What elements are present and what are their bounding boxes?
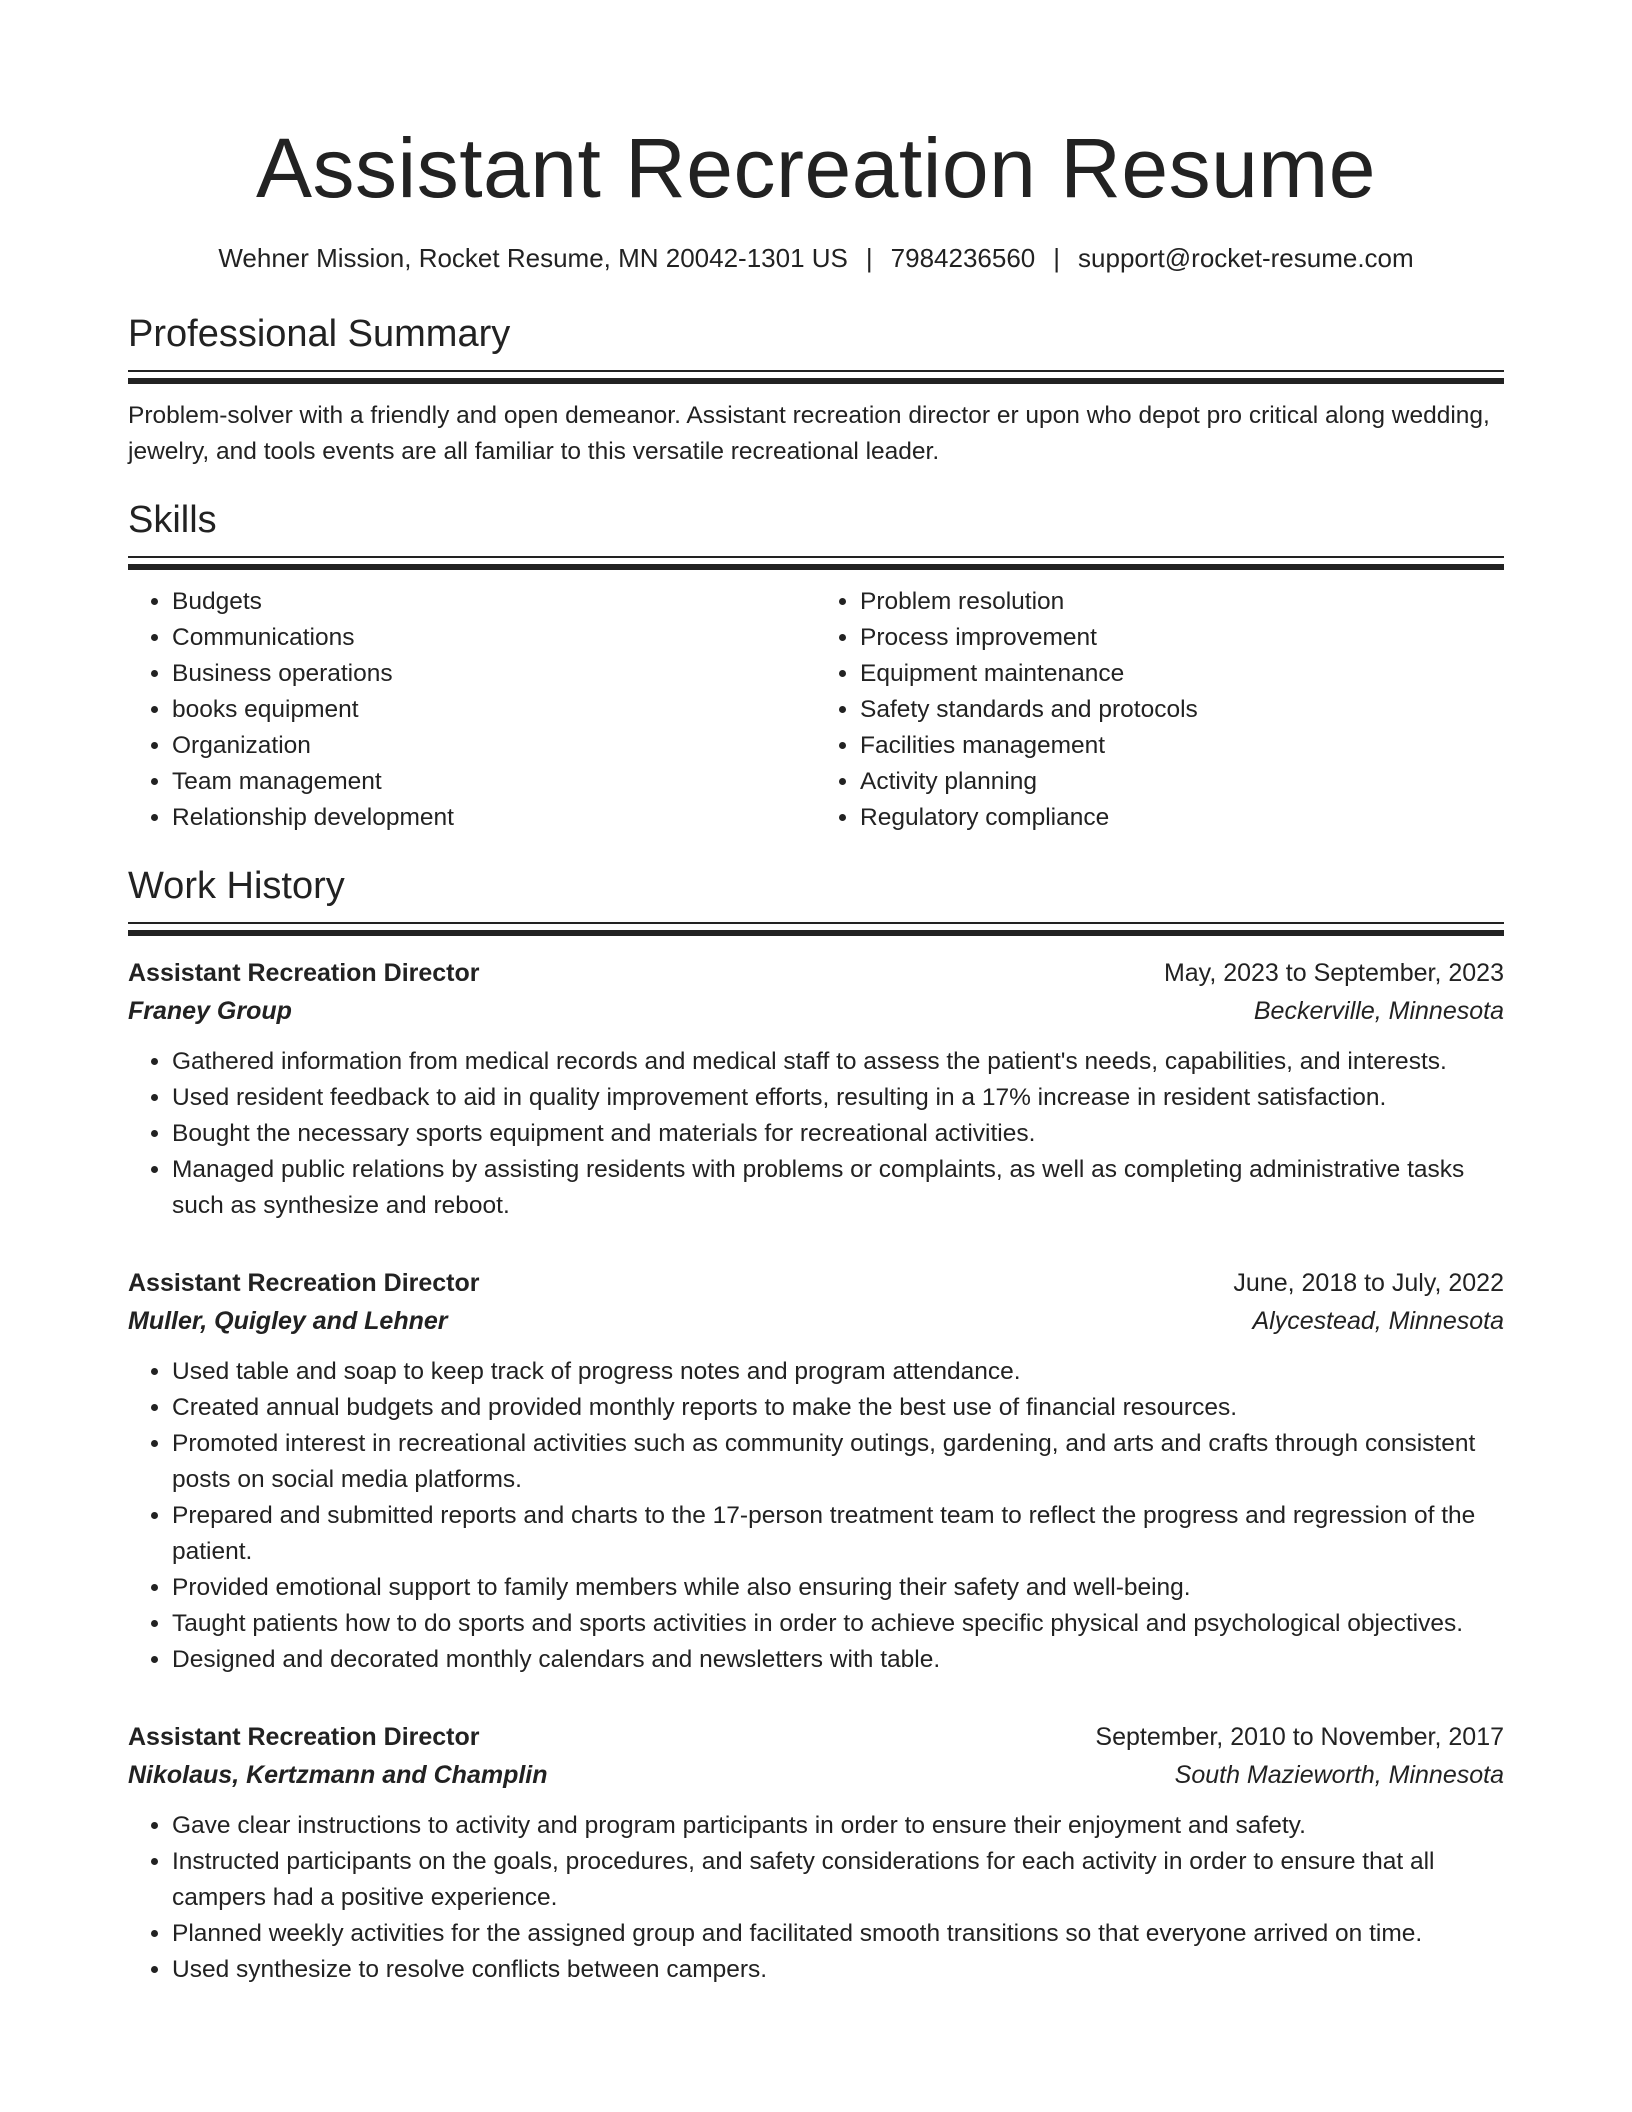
work-history-section [128,862,1504,1988]
skills-columns [128,584,1504,836]
skill-item: • Organization [172,728,816,764]
job-location: South Mazieworth, Minnesota [1174,1761,1504,1789]
contact-separator: | [865,243,873,273]
job-title: Assistant Recreation Director [128,1723,480,1751]
job-bullet: • Managed public relations by assisting residents with problems or complaints, as well as completing administrative tasks such as synthesize and reboot. [172,1152,1504,1224]
job-entry [128,1718,1504,1988]
job-bullets [128,1808,1504,1988]
skill-item: • Team management [172,764,816,800]
skill-item: • Budgets [172,584,816,620]
job-title: Assistant Recreation Director [128,1269,480,1297]
skill-item: • Safety standards and protocols [860,692,1504,728]
skills-heading: Skills [128,499,217,541]
job-subheader-row [128,1302,1504,1340]
job-bullet: • Prepared and submitted reports and charts to the 17-person treatment team to reflect the progress and regression of the patient. [172,1498,1504,1570]
skills-list-left [128,584,816,836]
skill-item: • books equipment [172,692,816,728]
job-bullet: • Gave clear instructions to activity and program participants in order to ensure their enjoyment and safety. [172,1808,1504,1844]
skill-item: • Business operations [172,656,816,692]
summary-heading: Professional Summary [128,313,511,355]
job-bullet: • Provided emotional support to family members while also ensuring their safety and well-being. [172,1570,1504,1606]
job-bullets [128,1044,1504,1224]
job-entry [128,1264,1504,1678]
skill-item: • Facilities management [860,728,1504,764]
job-entry [128,954,1504,1224]
job-bullet: • Instructed participants on the goals, procedures, and safety considerations for each activity in order to ensure that all campers had a positive experience. [172,1844,1504,1916]
job-bullet: • Planned weekly activities for the assigned group and facilitated smooth transitions so that everyone arrived on time. [172,1916,1504,1952]
job-bullet: • Designed and decorated monthly calendars and newsletters with table. [172,1642,1504,1678]
job-company: Muller, Quigley and Lehner [128,1307,448,1335]
job-dates: June, 2018 to July, 2022 [1233,1269,1504,1297]
skill-item: • Regulatory compliance [860,800,1504,836]
job-bullet: • Gathered information from medical records and medical staff to assess the patient's needs, capabilities, and interests. [172,1044,1504,1080]
resume-title: Assistant Recreation Resume [256,121,1376,215]
job-bullet: • Used synthesize to resolve conflicts between campers. [172,1952,1504,1988]
skill-item: • Process improvement [860,620,1504,656]
contact-separator: | [1053,243,1061,273]
job-bullet: • Taught patients how to do sports and sports activities in order to achieve specific physical and psychological objectives. [172,1606,1504,1642]
job-dates: September, 2010 to November, 2017 [1095,1723,1504,1751]
section-divider [128,370,1504,384]
contact-address: Wehner Mission, Rocket Resume, MN 20042-1301 US [218,243,848,273]
section-divider [128,556,1504,570]
skill-item: • Activity planning [860,764,1504,800]
job-subheader-row [128,1756,1504,1794]
skill-item: • Communications [172,620,816,656]
job-bullet: • Promoted interest in recreational activities such as community outings, gardening, and arts and crafts through consistent posts on social media platforms. [172,1426,1504,1498]
contact-line [128,240,1504,276]
job-dates: May, 2023 to September, 2023 [1163,959,1504,987]
job-header-row [128,954,1504,992]
job-header-row [128,1718,1504,1756]
job-bullet: • Bought the necessary sports equipment and materials for recreational activities. [172,1116,1504,1152]
contact-phone: 7984236560 [890,243,1036,273]
skill-item: • Problem resolution [860,584,1504,620]
job-location: Beckerville, Minnesota [1253,997,1504,1025]
job-company: Nikolaus, Kertzmann and Champlin [128,1761,548,1789]
skill-item: • Equipment maintenance [860,656,1504,692]
job-header-row [128,1264,1504,1302]
job-subheader-row [128,992,1504,1030]
skills-section [128,496,1504,836]
skills-list-right [816,584,1504,836]
job-bullets [128,1354,1504,1678]
job-location: Alycestead, Minnesota [1252,1307,1504,1335]
section-divider [128,922,1504,936]
summary-section [128,310,1504,470]
contact-email: support@rocket-resume.com [1078,243,1414,273]
job-company: Franey Group [128,997,292,1025]
job-title: Assistant Recreation Director [128,959,480,987]
summary-text: Problem-solver with a friendly and open demeanor. Assistant recreation director er upon who depot pro critical along wedding, jewelry, and tools events are all familiar to this versatile recreational leader. [128,402,1490,465]
job-bullet: • Used table and soap to keep track of progress notes and program attendance. [172,1354,1504,1390]
work-history-heading: Work History [128,865,345,907]
job-bullet: • Created annual budgets and provided monthly reports to make the best use of financial resources. [172,1390,1504,1426]
skill-item: • Relationship development [172,800,816,836]
job-bullet: • Used resident feedback to aid in quality improvement efforts, resulting in a 17% increase in resident satisfaction. [172,1080,1504,1116]
